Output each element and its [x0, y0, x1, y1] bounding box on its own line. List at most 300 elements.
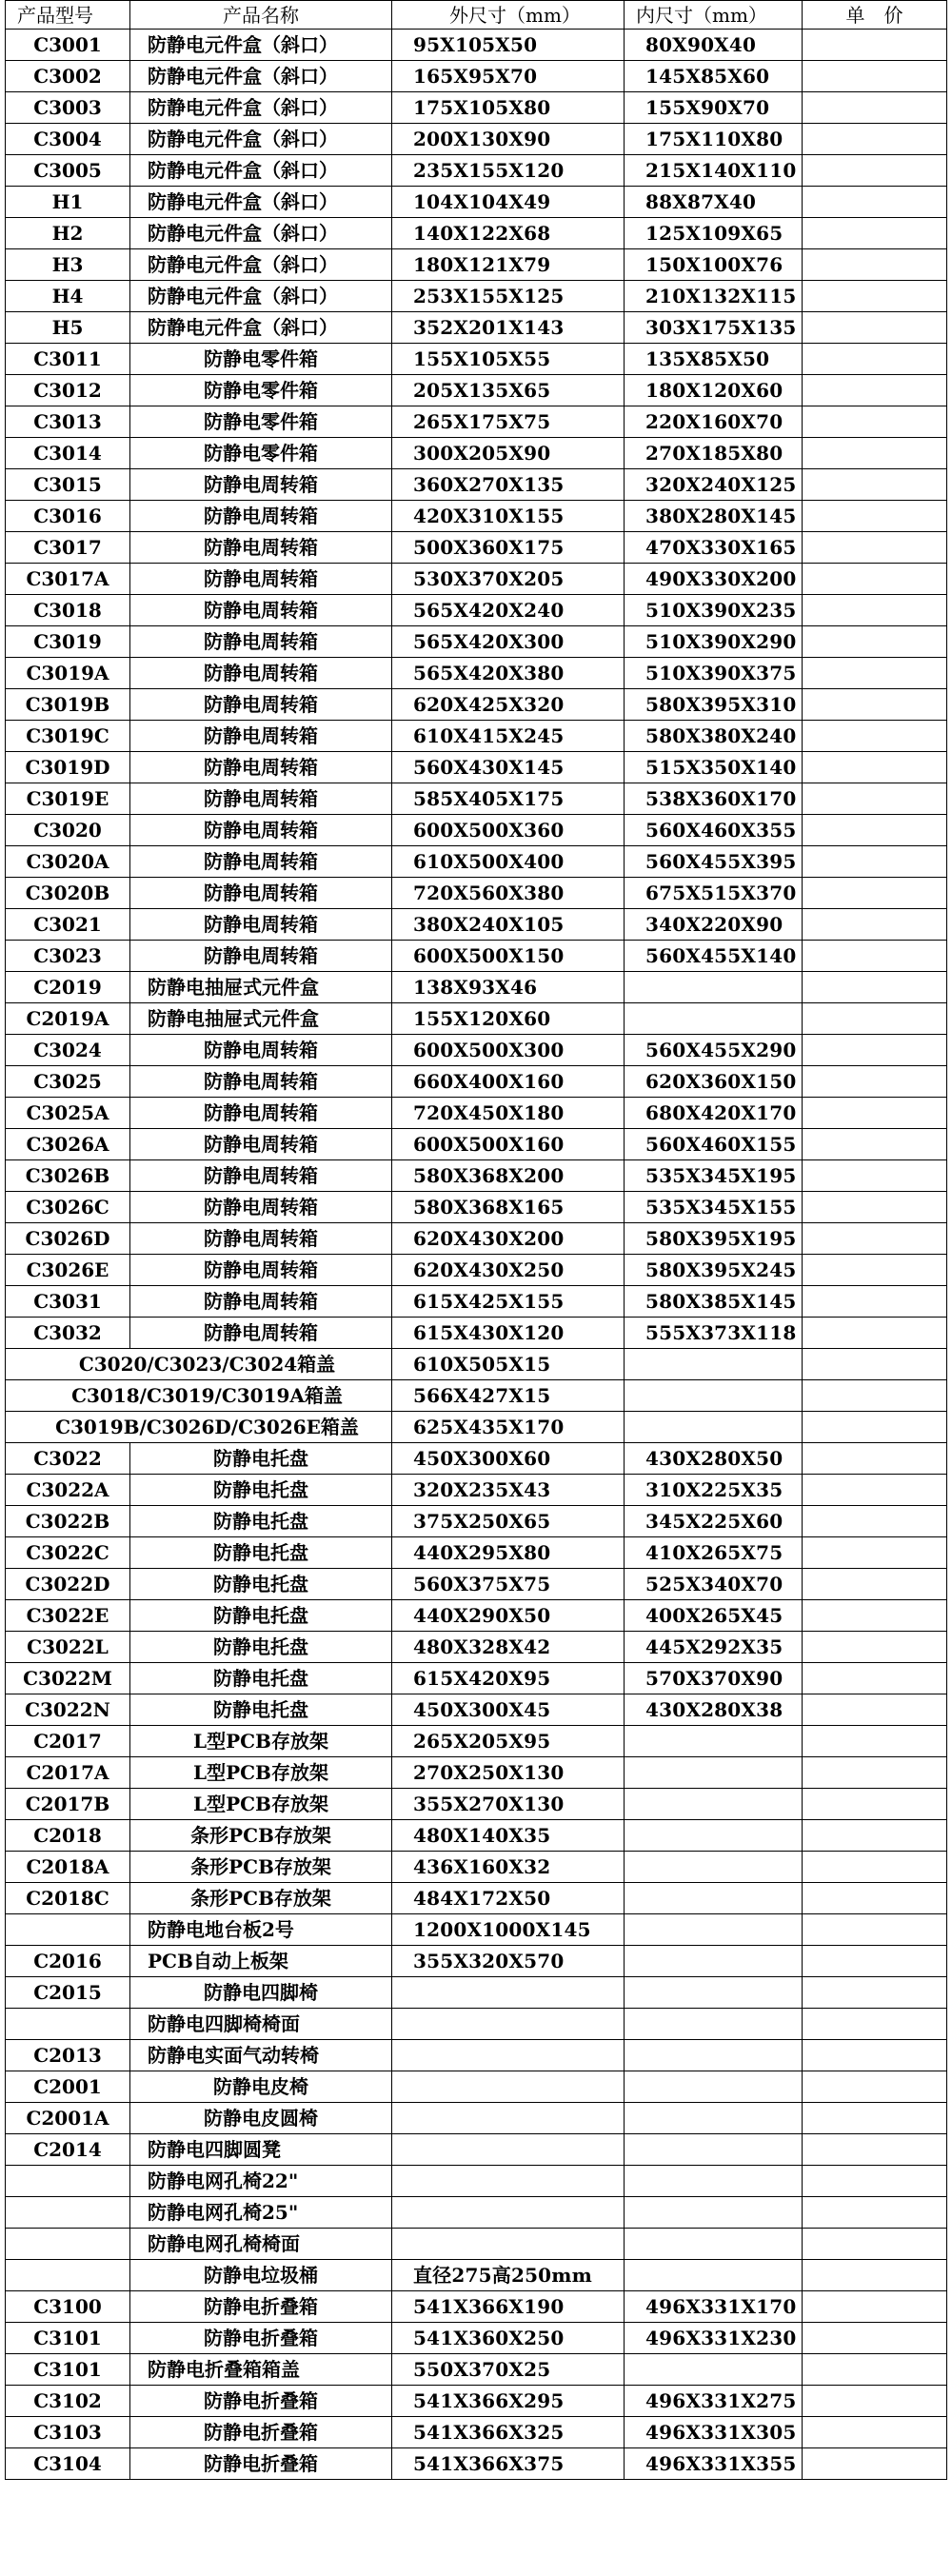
name-cell: 防静电皮圆椅 — [130, 2103, 392, 2134]
outer-size-cell: 直径275高250mm — [392, 2260, 625, 2291]
inner-size-cell — [625, 1380, 803, 1412]
model-cell — [6, 2229, 130, 2260]
model-cell: C3026C — [6, 1192, 130, 1223]
outer-size-cell: 480X328X42 — [392, 1632, 625, 1663]
name-cell: 防静电周转箱 — [130, 1192, 392, 1223]
price-cell — [803, 2291, 947, 2323]
table-row — [6, 155, 947, 187]
lid-model-cell: C3020/C3023/C3024箱盖 — [6, 1349, 392, 1380]
name-cell: 防静电元件盒（斜口） — [130, 249, 392, 281]
price-cell — [803, 689, 947, 721]
table-row — [6, 1663, 947, 1694]
name-cell: 防静电网孔椅22" — [130, 2166, 392, 2197]
outer-size-cell: 355X320X570 — [392, 1946, 625, 1977]
price-cell — [803, 469, 947, 501]
outer-size-cell: 580X368X200 — [392, 1160, 625, 1192]
name-cell: 防静电周转箱 — [130, 1066, 392, 1098]
name-cell: 防静电周转箱 — [130, 501, 392, 532]
table-row — [6, 1129, 947, 1160]
inner-size-cell — [625, 1757, 803, 1789]
table-row — [6, 1160, 947, 1192]
inner-size-cell: 310X225X35 — [625, 1475, 803, 1506]
price-cell — [803, 972, 947, 1003]
table-row — [6, 249, 947, 281]
table-row — [6, 1380, 947, 1412]
outer-size-cell: 270X250X130 — [392, 1757, 625, 1789]
outer-size-cell: 320X235X43 — [392, 1475, 625, 1506]
table-row — [6, 1632, 947, 1663]
name-cell: 防静电周转箱 — [130, 626, 392, 658]
inner-size-cell — [625, 2134, 803, 2166]
outer-size-cell: 541X366X295 — [392, 2386, 625, 2417]
price-cell — [803, 1286, 947, 1318]
outer-size-cell: 541X366X190 — [392, 2291, 625, 2323]
model-cell: C2019 — [6, 972, 130, 1003]
table-row — [6, 2354, 947, 2386]
table-row — [6, 2323, 947, 2354]
outer-size-cell — [392, 2103, 625, 2134]
name-cell: L型PCB存放架 — [130, 1789, 392, 1820]
model-cell: C3020B — [6, 878, 130, 909]
name-cell: 防静电周转箱 — [130, 941, 392, 972]
table-row — [6, 1443, 947, 1475]
outer-size-cell: 720X560X380 — [392, 878, 625, 909]
name-cell: 防静电周转箱 — [130, 689, 392, 721]
inner-size-cell: 510X390X290 — [625, 626, 803, 658]
inner-size-cell — [625, 2260, 803, 2291]
outer-size-cell: 355X270X130 — [392, 1789, 625, 1820]
name-cell: 条形PCB存放架 — [130, 1852, 392, 1883]
model-cell: C2017B — [6, 1789, 130, 1820]
outer-size-cell: 720X450X180 — [392, 1098, 625, 1129]
model-cell: C3101 — [6, 2354, 130, 2386]
inner-size-cell: 400X265X45 — [625, 1600, 803, 1632]
price-cell — [803, 1098, 947, 1129]
table-row — [6, 2009, 947, 2040]
price-cell — [803, 1035, 947, 1066]
model-cell: C3022A — [6, 1475, 130, 1506]
inner-size-cell: 580X380X240 — [625, 721, 803, 752]
price-cell — [803, 406, 947, 438]
price-cell — [803, 1380, 947, 1412]
name-cell: 防静电地台板2号 — [130, 1914, 392, 1946]
model-cell: C2015 — [6, 1977, 130, 2009]
name-cell: 防静电周转箱 — [130, 752, 392, 783]
price-cell — [803, 2229, 947, 2260]
model-cell: C3026A — [6, 1129, 130, 1160]
model-cell: C3017 — [6, 532, 130, 564]
table-row — [6, 2291, 947, 2323]
inner-size-cell — [625, 1412, 803, 1443]
inner-size-cell: 303X175X135 — [625, 312, 803, 344]
table-row — [6, 438, 947, 469]
outer-size-cell: 480X140X35 — [392, 1820, 625, 1852]
inner-size-cell: 340X220X90 — [625, 909, 803, 941]
model-cell: H3 — [6, 249, 130, 281]
model-cell: C3022C — [6, 1537, 130, 1569]
price-cell — [803, 501, 947, 532]
name-cell: 防静电托盘 — [130, 1663, 392, 1694]
price-cell — [803, 1349, 947, 1380]
inner-size-cell: 496X331X355 — [625, 2448, 803, 2480]
model-cell — [6, 2166, 130, 2197]
price-cell — [803, 1789, 947, 1820]
name-cell: 防静电抽屉式元件盒 — [130, 972, 392, 1003]
model-cell: C3023 — [6, 941, 130, 972]
name-cell: 防静电四脚椅椅面 — [130, 2009, 392, 2040]
inner-size-cell: 270X185X80 — [625, 438, 803, 469]
inner-size-cell — [625, 1852, 803, 1883]
outer-size-cell: 565X420X240 — [392, 595, 625, 626]
table-row — [6, 564, 947, 595]
model-cell: C2014 — [6, 2134, 130, 2166]
table-row — [6, 92, 947, 124]
price-cell — [803, 1192, 947, 1223]
table-row — [6, 312, 947, 344]
price-cell — [803, 1003, 947, 1035]
inner-size-cell: 345X225X60 — [625, 1506, 803, 1537]
model-cell: C2018A — [6, 1852, 130, 1883]
name-cell: PCB自动上板架 — [130, 1946, 392, 1977]
outer-size-cell: 660X400X160 — [392, 1066, 625, 1098]
price-cell — [803, 595, 947, 626]
name-cell: 防静电元件盒（斜口） — [130, 312, 392, 344]
outer-size-cell: 450X300X60 — [392, 1443, 625, 1475]
inner-size-cell — [625, 1003, 803, 1035]
model-cell: C3020A — [6, 846, 130, 878]
price-cell — [803, 2354, 947, 2386]
name-cell: 防静电折叠箱 — [130, 2386, 392, 2417]
model-cell: C3103 — [6, 2417, 130, 2448]
inner-size-cell — [625, 2166, 803, 2197]
name-cell: 防静电托盘 — [130, 1506, 392, 1537]
name-cell: 防静电托盘 — [130, 1694, 392, 1726]
outer-size-cell — [392, 2134, 625, 2166]
name-cell: 防静电周转箱 — [130, 1286, 392, 1318]
table-row — [6, 1977, 947, 2009]
model-cell — [6, 2197, 130, 2229]
table-row — [6, 281, 947, 312]
outer-size-cell: 615X430X120 — [392, 1318, 625, 1349]
model-cell: C3018 — [6, 595, 130, 626]
outer-size-cell — [392, 1977, 625, 2009]
table-row — [6, 972, 947, 1003]
outer-size-cell: 620X425X320 — [392, 689, 625, 721]
table-row — [6, 218, 947, 249]
inner-size-cell: 175X110X80 — [625, 124, 803, 155]
model-cell: C3015 — [6, 469, 130, 501]
price-cell — [803, 155, 947, 187]
outer-size-cell: 235X155X120 — [392, 155, 625, 187]
inner-size-cell: 555X373X118 — [625, 1318, 803, 1349]
outer-size-cell — [392, 2166, 625, 2197]
inner-size-cell: 135X85X50 — [625, 344, 803, 375]
name-cell: 防静电折叠箱 — [130, 2323, 392, 2354]
price-cell — [803, 1632, 947, 1663]
inner-size-cell: 560X455X290 — [625, 1035, 803, 1066]
table-row — [6, 815, 947, 846]
table-row — [6, 658, 947, 689]
inner-size-cell: 210X132X115 — [625, 281, 803, 312]
header-price: 单 价 — [803, 1, 947, 30]
inner-size-cell: 150X100X76 — [625, 249, 803, 281]
price-cell — [803, 312, 947, 344]
model-cell: C3003 — [6, 92, 130, 124]
model-cell: C3032 — [6, 1318, 130, 1349]
price-cell — [803, 1726, 947, 1757]
table-row — [6, 1914, 947, 1946]
model-cell: C3019A — [6, 658, 130, 689]
price-cell — [803, 1223, 947, 1255]
inner-size-cell: 580X395X310 — [625, 689, 803, 721]
outer-size-cell: 440X295X80 — [392, 1537, 625, 1569]
table-row — [6, 689, 947, 721]
price-cell — [803, 1600, 947, 1632]
model-cell: C3019E — [6, 783, 130, 815]
model-cell: C3019 — [6, 626, 130, 658]
inner-size-cell: 155X90X70 — [625, 92, 803, 124]
price-cell — [803, 249, 947, 281]
outer-size-cell: 600X500X360 — [392, 815, 625, 846]
price-cell — [803, 1537, 947, 1569]
inner-size-cell: 560X460X355 — [625, 815, 803, 846]
name-cell: 防静电网孔椅25" — [130, 2197, 392, 2229]
outer-size-cell: 541X366X325 — [392, 2417, 625, 2448]
name-cell: 防静电元件盒（斜口） — [130, 124, 392, 155]
name-cell: 防静电周转箱 — [130, 846, 392, 878]
model-cell: C3031 — [6, 1286, 130, 1318]
model-cell: C2001 — [6, 2071, 130, 2103]
price-cell — [803, 1506, 947, 1537]
price-cell — [803, 1946, 947, 1977]
outer-size-cell: 620X430X200 — [392, 1223, 625, 1255]
model-cell: H5 — [6, 312, 130, 344]
inner-size-cell — [625, 2229, 803, 2260]
inner-size-cell — [625, 1726, 803, 1757]
table-row — [6, 2260, 947, 2291]
inner-size-cell: 496X331X305 — [625, 2417, 803, 2448]
model-cell: C2017 — [6, 1726, 130, 1757]
model-cell: C2001A — [6, 2103, 130, 2134]
outer-size-cell — [392, 2040, 625, 2071]
model-cell: C3102 — [6, 2386, 130, 2417]
price-cell — [803, 1412, 947, 1443]
inner-size-cell — [625, 2197, 803, 2229]
model-cell: H2 — [6, 218, 130, 249]
name-cell: 防静电元件盒（斜口） — [130, 61, 392, 92]
inner-size-cell: 496X331X230 — [625, 2323, 803, 2354]
outer-size-cell: 1200X1000X145 — [392, 1914, 625, 1946]
outer-size-cell: 500X360X175 — [392, 532, 625, 564]
price-cell — [803, 2071, 947, 2103]
model-cell: C3019C — [6, 721, 130, 752]
table-row — [6, 752, 947, 783]
outer-size-cell: 560X375X75 — [392, 1569, 625, 1600]
outer-size-cell: 138X93X46 — [392, 972, 625, 1003]
inner-size-cell — [625, 1820, 803, 1852]
inner-size-cell: 490X330X200 — [625, 564, 803, 595]
price-cell — [803, 2040, 947, 2071]
price-cell — [803, 658, 947, 689]
outer-size-cell: 450X300X45 — [392, 1694, 625, 1726]
name-cell: 防静电元件盒（斜口） — [130, 187, 392, 218]
table-row — [6, 532, 947, 564]
name-cell: 防静电元件盒（斜口） — [130, 218, 392, 249]
name-cell: 防静电周转箱 — [130, 1160, 392, 1192]
price-cell — [803, 1255, 947, 1286]
name-cell: 防静电周转箱 — [130, 1035, 392, 1066]
table-row — [6, 1192, 947, 1223]
outer-size-cell: 155X105X55 — [392, 344, 625, 375]
name-cell: 防静电实面气动转椅 — [130, 2040, 392, 2071]
table-row — [6, 909, 947, 941]
name-cell: 条形PCB存放架 — [130, 1883, 392, 1914]
table-row — [6, 2071, 947, 2103]
outer-size-cell: 530X370X205 — [392, 564, 625, 595]
outer-size-cell: 625X435X170 — [392, 1412, 625, 1443]
model-cell: C3020 — [6, 815, 130, 846]
price-cell — [803, 815, 947, 846]
inner-size-cell — [625, 1914, 803, 1946]
price-cell — [803, 2009, 947, 2040]
model-cell: C3025 — [6, 1066, 130, 1098]
outer-size-cell: 200X130X90 — [392, 124, 625, 155]
name-cell: 防静电零件箱 — [130, 375, 392, 406]
name-cell: 防静电周转箱 — [130, 532, 392, 564]
table-row — [6, 2229, 947, 2260]
outer-size-cell: 600X500X160 — [392, 1129, 625, 1160]
model-cell: C3022M — [6, 1663, 130, 1694]
price-cell — [803, 909, 947, 941]
header-outer-size: 外尺寸（mm） — [392, 1, 625, 30]
inner-size-cell — [625, 2071, 803, 2103]
model-cell: C3024 — [6, 1035, 130, 1066]
price-cell — [803, 783, 947, 815]
name-cell: 防静电托盘 — [130, 1537, 392, 1569]
table-row — [6, 344, 947, 375]
table-row — [6, 2417, 947, 2448]
header-name: 产品名称 — [130, 1, 392, 30]
price-cell — [803, 1694, 947, 1726]
table-row — [6, 2448, 947, 2480]
inner-size-cell — [625, 2009, 803, 2040]
model-cell: C3011 — [6, 344, 130, 375]
model-cell — [6, 2009, 130, 2040]
table-row — [6, 626, 947, 658]
outer-size-cell: 541X360X250 — [392, 2323, 625, 2354]
outer-size-cell: 205X135X65 — [392, 375, 625, 406]
name-cell: 防静电周转箱 — [130, 721, 392, 752]
outer-size-cell: 560X430X145 — [392, 752, 625, 783]
price-cell — [803, 2323, 947, 2354]
outer-size-cell: 140X122X68 — [392, 218, 625, 249]
model-cell: C3012 — [6, 375, 130, 406]
model-cell: C3022D — [6, 1569, 130, 1600]
name-cell: 防静电周转箱 — [130, 909, 392, 941]
outer-size-cell: 550X370X25 — [392, 2354, 625, 2386]
name-cell: 防静电零件箱 — [130, 438, 392, 469]
table-row — [6, 1475, 947, 1506]
outer-size-cell: 360X270X135 — [392, 469, 625, 501]
model-cell — [6, 2260, 130, 2291]
product-table — [5, 0, 947, 2480]
inner-size-cell: 680X420X170 — [625, 1098, 803, 1129]
inner-size-cell — [625, 972, 803, 1003]
price-cell — [803, 1569, 947, 1600]
inner-size-cell — [625, 2354, 803, 2386]
price-cell — [803, 1475, 947, 1506]
name-cell: 防静电托盘 — [130, 1632, 392, 1663]
price-cell — [803, 1757, 947, 1789]
table-row — [6, 878, 947, 909]
inner-size-cell: 675X515X370 — [625, 878, 803, 909]
table-row — [6, 1349, 947, 1380]
name-cell: 防静电折叠箱 — [130, 2448, 392, 2480]
table-row — [6, 1757, 947, 1789]
table-row — [6, 469, 947, 501]
inner-size-cell: 580X385X145 — [625, 1286, 803, 1318]
name-cell: 防静电折叠箱 — [130, 2417, 392, 2448]
model-cell: C3025A — [6, 1098, 130, 1129]
model-cell: C3004 — [6, 124, 130, 155]
model-cell: C3014 — [6, 438, 130, 469]
price-cell — [803, 1443, 947, 1475]
price-cell — [803, 2197, 947, 2229]
inner-size-cell: 560X460X155 — [625, 1129, 803, 1160]
outer-size-cell: 380X240X105 — [392, 909, 625, 941]
model-cell: C3016 — [6, 501, 130, 532]
price-cell — [803, 626, 947, 658]
table-row — [6, 1506, 947, 1537]
table-row — [6, 61, 947, 92]
outer-size-cell: 566X427X15 — [392, 1380, 625, 1412]
model-cell: C3002 — [6, 61, 130, 92]
inner-size-cell — [625, 1349, 803, 1380]
name-cell: 防静电元件盒（斜口） — [130, 281, 392, 312]
outer-size-cell: 484X172X50 — [392, 1883, 625, 1914]
model-cell: C3022L — [6, 1632, 130, 1663]
model-cell: C3019B — [6, 689, 130, 721]
table-row — [6, 1883, 947, 1914]
price-cell — [803, 2166, 947, 2197]
inner-size-cell: 515X350X140 — [625, 752, 803, 783]
table-body — [6, 30, 947, 2480]
model-cell: C3022N — [6, 1694, 130, 1726]
inner-size-cell: 535X345X195 — [625, 1160, 803, 1192]
name-cell: 防静电周转箱 — [130, 1098, 392, 1129]
name-cell: 防静电抽屉式元件盒 — [130, 1003, 392, 1035]
table-row — [6, 1098, 947, 1129]
lid-model-cell: C3018/C3019/C3019A箱盖 — [6, 1380, 392, 1412]
outer-size-cell — [392, 2009, 625, 2040]
name-cell: 防静电零件箱 — [130, 406, 392, 438]
price-cell — [803, 721, 947, 752]
table-row — [6, 187, 947, 218]
outer-size-cell: 585X405X175 — [392, 783, 625, 815]
name-cell: 防静电四脚圆凳 — [130, 2134, 392, 2166]
header-row — [6, 1, 947, 30]
table-row — [6, 1946, 947, 1977]
table-row — [6, 1600, 947, 1632]
inner-size-cell — [625, 1883, 803, 1914]
name-cell: 防静电元件盒（斜口） — [130, 92, 392, 124]
price-cell — [803, 532, 947, 564]
outer-size-cell: 165X95X70 — [392, 61, 625, 92]
table-row — [6, 1255, 947, 1286]
model-cell: H1 — [6, 187, 130, 218]
price-cell — [803, 1318, 947, 1349]
outer-size-cell: 104X104X49 — [392, 187, 625, 218]
